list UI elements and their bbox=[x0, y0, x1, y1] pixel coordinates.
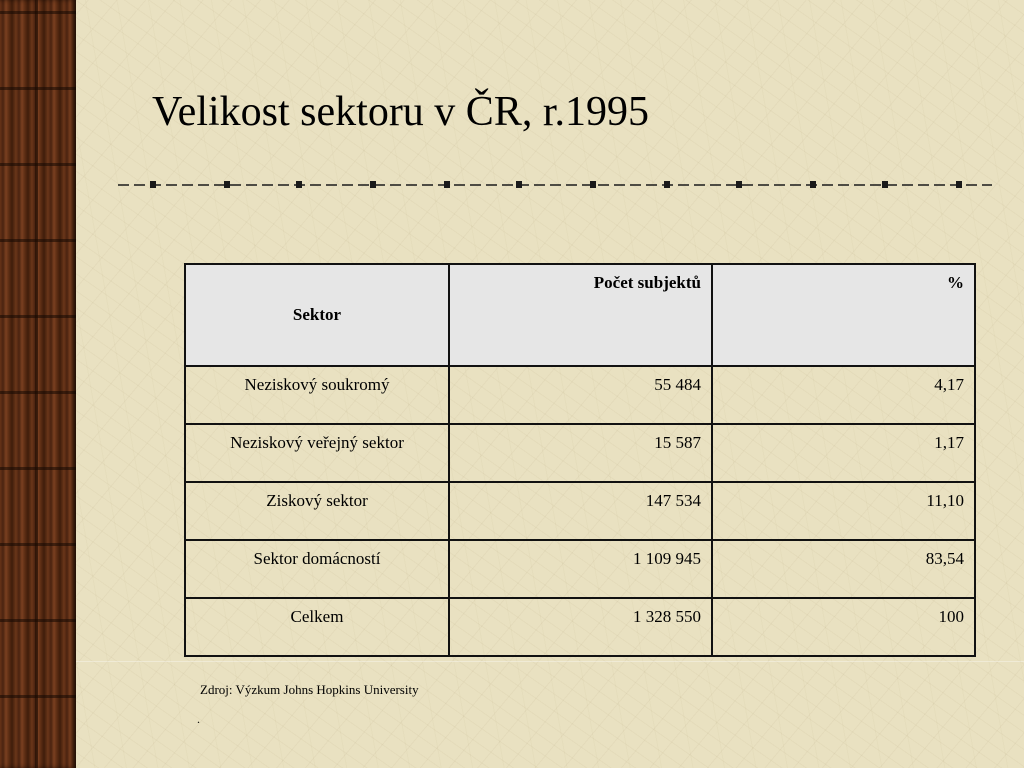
sector-table-container bbox=[184, 263, 976, 657]
cell-percent: 11,10 bbox=[712, 482, 975, 540]
source-note: Zdroj: Výzkum Johns Hopkins University bbox=[200, 682, 419, 697]
cell-percent: 100 bbox=[712, 598, 975, 656]
sector-size-table bbox=[184, 263, 976, 657]
cell-count: 1 328 550 bbox=[449, 598, 712, 656]
footer-separator bbox=[76, 661, 1024, 662]
wood-border-strip bbox=[0, 0, 76, 768]
table-row bbox=[185, 424, 975, 482]
cell-count: 147 534 bbox=[449, 482, 712, 540]
cell-count: 15 587 bbox=[449, 424, 712, 482]
slide-title: Velikost sektoru v ČR, r.1995 bbox=[152, 89, 650, 135]
cell-percent: 4,17 bbox=[712, 366, 975, 424]
table-row bbox=[185, 366, 975, 424]
cell-count: 55 484 bbox=[449, 366, 712, 424]
cell-sector: Celkem bbox=[185, 598, 449, 656]
cell-percent: 83,54 bbox=[712, 540, 975, 598]
header-percent: % bbox=[712, 264, 975, 366]
title-divider bbox=[118, 178, 992, 192]
cell-sector: Sektor domácností bbox=[185, 540, 449, 598]
cell-sector: Neziskový soukromý bbox=[185, 366, 449, 424]
cell-percent: 1,17 bbox=[712, 424, 975, 482]
trailing-mark: . bbox=[197, 712, 200, 726]
table-row bbox=[185, 482, 975, 540]
cell-count: 1 109 945 bbox=[449, 540, 712, 598]
table-row bbox=[185, 540, 975, 598]
header-sector: Sektor bbox=[185, 264, 449, 366]
table-row-total bbox=[185, 598, 975, 656]
table-header-row bbox=[185, 264, 975, 366]
cell-sector: Ziskový sektor bbox=[185, 482, 449, 540]
cell-sector: Neziskový veřejný sektor bbox=[185, 424, 449, 482]
header-count: Počet subjektů bbox=[449, 264, 712, 366]
